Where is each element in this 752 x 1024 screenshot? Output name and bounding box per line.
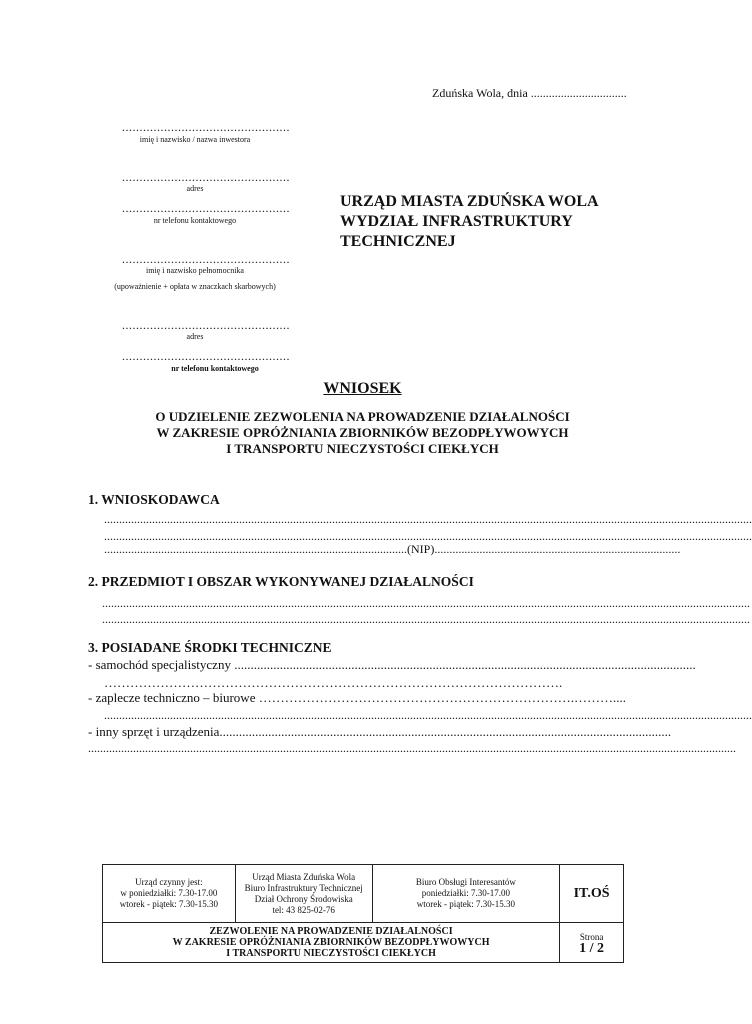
proxy-address-field: ................................................ <box>122 318 290 332</box>
department-line-3: Dział Ochrony Środowiska <box>254 893 353 904</box>
office-address <box>340 192 599 252</box>
customer-office-tue-fri: wtorek - piątek: 7.30-15.30 <box>416 899 515 909</box>
office-hours-cell <box>103 865 236 923</box>
footer-table <box>102 864 624 963</box>
proxy-name-field: ................................................ <box>122 252 290 266</box>
office-hours-tue-fri: wtorek - piątek: 7.30-15.30 <box>119 899 218 909</box>
office-hours-title: Urząd czynny jest: <box>135 877 203 887</box>
applicant-name-caption: imię i nazwisko / nazwa inwestora <box>139 135 251 144</box>
equipment-office-label: - zaplecze techniczno – biurowe <box>88 690 256 705</box>
nip-dots-after: .................................................................................. <box>434 542 681 556</box>
office-line-1: URZĄD MIASTA ZDUŃSKA WOLA <box>340 193 599 210</box>
proxy-name-caption: imię i nazwisko pełnomocnika <box>146 266 244 275</box>
form-name-line-2: W ZAKRESIE OPRÓŻNIANIA ZBIORNIKÓW BEZODPŁYWOWYCH <box>172 937 490 948</box>
section-1-heading: 1. WNIOSKODAWCA <box>88 492 220 507</box>
department-cell <box>235 865 372 923</box>
applicant-phone-field: ................................................ <box>122 201 290 215</box>
nip-label: (NIP) <box>407 542 435 556</box>
nip-dots-before: ..................................................................................................... <box>104 542 407 556</box>
nip-line <box>104 542 681 557</box>
section-3-heading: 3. POSIADANE ŚRODKI TECHNICZNE <box>88 640 332 655</box>
equipment-other-line: - inny sprzęt i urządzenia........................................................................................................................................... <box>88 724 672 739</box>
department-line-2: Biuro Infrastruktury Technicznej <box>244 882 363 893</box>
proxy-phone-caption: nr telefonu kontaktowego <box>171 364 259 373</box>
subtitle-line-3: I TRANSPORTU NIECZYSTOŚCI CIEKŁYCH <box>226 441 499 456</box>
form-name-cell <box>103 923 560 963</box>
office-line-3: TECHNICZNEJ <box>340 233 456 250</box>
proxy-address-caption: adres <box>186 332 204 341</box>
applicant-address-caption: adres <box>186 184 204 193</box>
proxy-note: (upoważnienie + opłata w znaczkach skarbowych) <box>114 282 276 291</box>
activity-line-2: ........................................................................................................................................................................................................................ <box>102 612 750 626</box>
form-name-line-3: I TRANSPORTU NIECZYSTOŚCI CIEKŁYCH <box>226 948 436 959</box>
department-phone: tel: 43 825-02-76 <box>272 904 335 915</box>
document-subtitle <box>0 409 725 457</box>
customer-office-title: Biuro Obsługi Interesantów <box>415 877 516 887</box>
page-label: Strona <box>579 931 604 942</box>
proxy-phone-field: ................................................ <box>122 349 290 363</box>
section-2-heading: 2. PRZEDMIOT I OBSZAR WYKONYWANEJ DZIAŁALNOŚCI <box>88 574 474 589</box>
equipment-office-line: - zaplecze techniczno – biurowe ……………………………………………………………….……….... <box>88 690 626 705</box>
page-number: 1 / 2 <box>579 940 604 956</box>
applicant-phone-caption: nr telefonu kontaktowego <box>153 216 237 225</box>
equipment-office-continuation: ........................................................................................................................................................................................................................ <box>104 708 752 722</box>
applicant-address-field: ................................................ <box>122 170 290 184</box>
subtitle-line-1: O UDZIELENIE ZEZWOLENIA NA PROWADZENIE DZIAŁALNOŚCI <box>155 409 570 424</box>
equipment-vehicle-label: - samochód specjalistyczny <box>88 657 231 672</box>
customer-office-cell <box>372 865 560 923</box>
office-line-2: WYDZIAŁ INFRASTRUKTURY <box>340 213 573 230</box>
place-date-line: Zduńska Wola, dnia ................................ <box>432 86 627 100</box>
form-code: IT.OŚ <box>560 865 624 923</box>
applicant-line-2: ........................................................................................................................................................................................................................ <box>104 529 752 543</box>
subtitle-line-2: W ZAKRESIE OPRÓŻNIANIA ZBIORNIKÓW BEZODPŁYWOWYCH <box>156 425 569 440</box>
activity-line-1: ........................................................................................................................................................................................................................ <box>102 596 750 610</box>
equipment-vehicle-continuation: ……………………………………………………………………………………………. <box>104 675 563 690</box>
equipment-vehicle-line: - samochód specjalistyczny .............................................................................................................................................. <box>88 657 696 672</box>
department-line-1: Urząd Miasta Zduńska Wola <box>252 871 356 882</box>
page-number-cell <box>560 923 624 963</box>
document-title: WNIOSEK <box>323 380 402 397</box>
equipment-other-label: - inny sprzęt i urządzenia <box>88 724 220 739</box>
office-hours-monday: w poniedziałki: 7.30-17.00 <box>120 888 218 898</box>
applicant-name-field: ................................................ <box>122 120 290 134</box>
equipment-other-continuation: ........................................................................................................................................................................................................................ <box>88 741 736 755</box>
customer-office-monday: poniedziałki: 7.30-17.00 <box>421 888 510 898</box>
form-name-line-1: ZEZWOLENIE NA PROWADZENIE DZIAŁALNOŚCI <box>209 926 453 937</box>
applicant-line-1: ........................................................................................................................................................................................................................ <box>104 512 752 526</box>
